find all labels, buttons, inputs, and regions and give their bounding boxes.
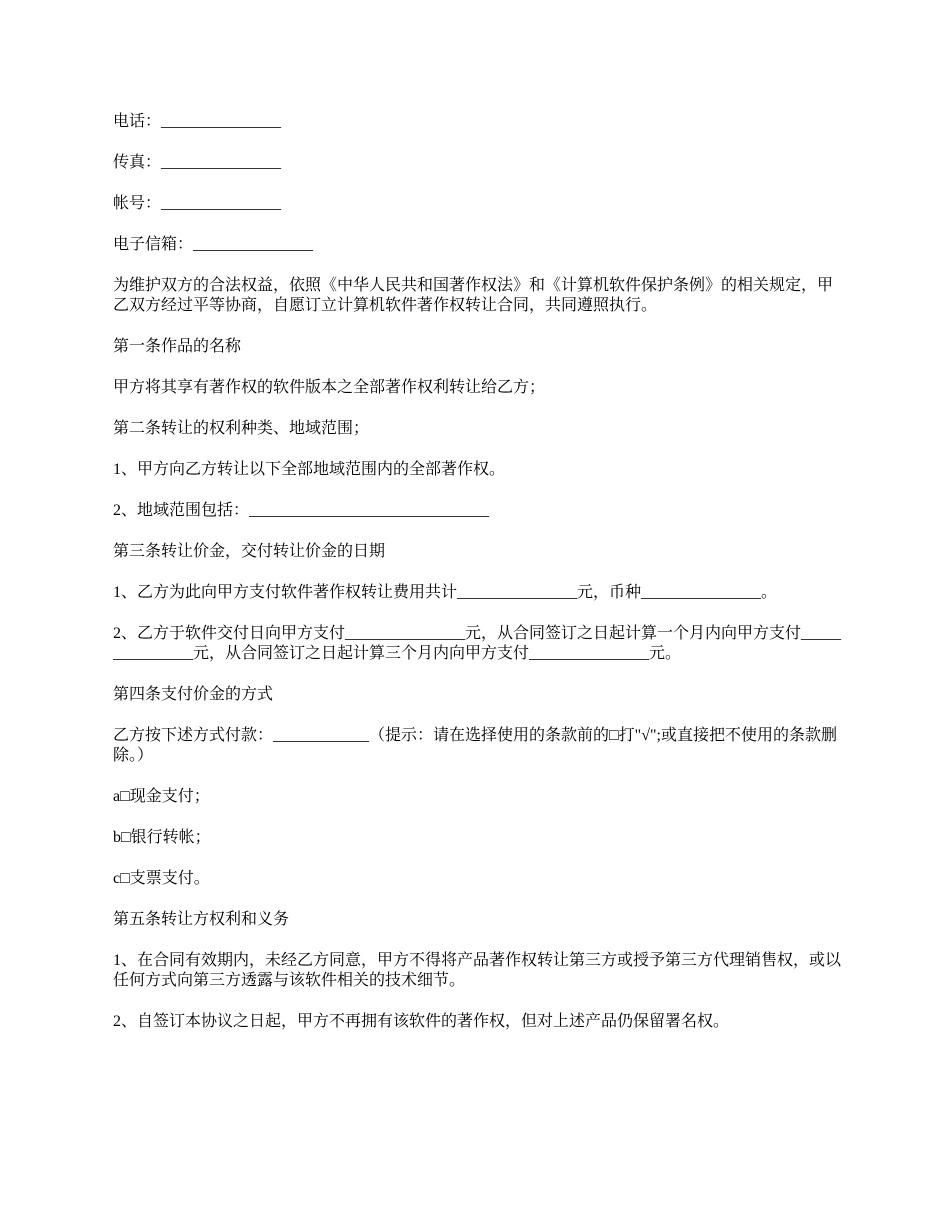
payment-option-bank-transfer: b□银行转帐； — [113, 829, 211, 846]
article-3-clause-1: 1、乙方为此向甲方支付软件著作权转让费用共计_______________元，币种_______________。 — [113, 584, 778, 601]
account-field: 帐号：_______________ — [113, 195, 282, 212]
article-4-body: 乙方按下述方式付款：____________（提示：请在选择使用的条款前的□打"√";或直接把不使用的条款删除。） — [113, 727, 837, 764]
article-5-clause-1: 1、在合同有效期内，未经乙方同意，甲方不得将产品著作权转让第三方或授予第三方代理销售权，或以任何方式向第三方透露与该软件相关的技术细节。 — [113, 952, 842, 989]
article-1-heading: 第一条作品的名称 — [113, 338, 242, 355]
article-2-clause-2: 2、地域范围包括：______________________________ — [113, 502, 490, 519]
article-3-clause-2: 2、乙方于软件交付日向甲方支付_______________元，从合同签订之日起计算一个月内向甲方支付_______________元，从合同签订之日起计算三个月内向甲方支付_______________元。 — [113, 625, 842, 662]
article-2-heading: 第二条转让的权利种类、地域范围； — [113, 420, 370, 437]
article-5-clause-2: 2、自签订本协议之日起，甲方不再拥有该软件的著作权，但对上述产品仍保留署名权。 — [113, 1013, 730, 1030]
payment-option-check: c□支票支付。 — [113, 870, 210, 887]
preamble-paragraph: 为维护双方的合法权益，依照《中华人民共和国著作权法》和《计算机软件保护条例》的相关规定，甲乙双方经过平等协商，自愿订立计算机软件著作权转让合同，共同遵照执行。 — [113, 277, 834, 314]
phone-field: 电话：_______________ — [113, 113, 282, 130]
article-2-clause-1: 1、甲方向乙方转让以下全部地域范围内的全部著作权。 — [113, 461, 506, 478]
article-1-body: 甲方将其享有著作权的软件版本之全部著作权利转让给乙方； — [113, 379, 546, 396]
article-4-heading: 第四条支付价金的方式 — [113, 686, 274, 703]
contract-page — [113, 112, 843, 1053]
fax-field: 传真：_______________ — [113, 154, 282, 171]
email-field: 电子信箱：_______________ — [113, 236, 314, 253]
payment-option-cash: a□现金支付； — [113, 788, 210, 805]
article-3-heading: 第三条转让价金，交付转让价金的日期 — [113, 543, 386, 560]
article-5-heading: 第五条转让方权利和义务 — [113, 911, 290, 928]
